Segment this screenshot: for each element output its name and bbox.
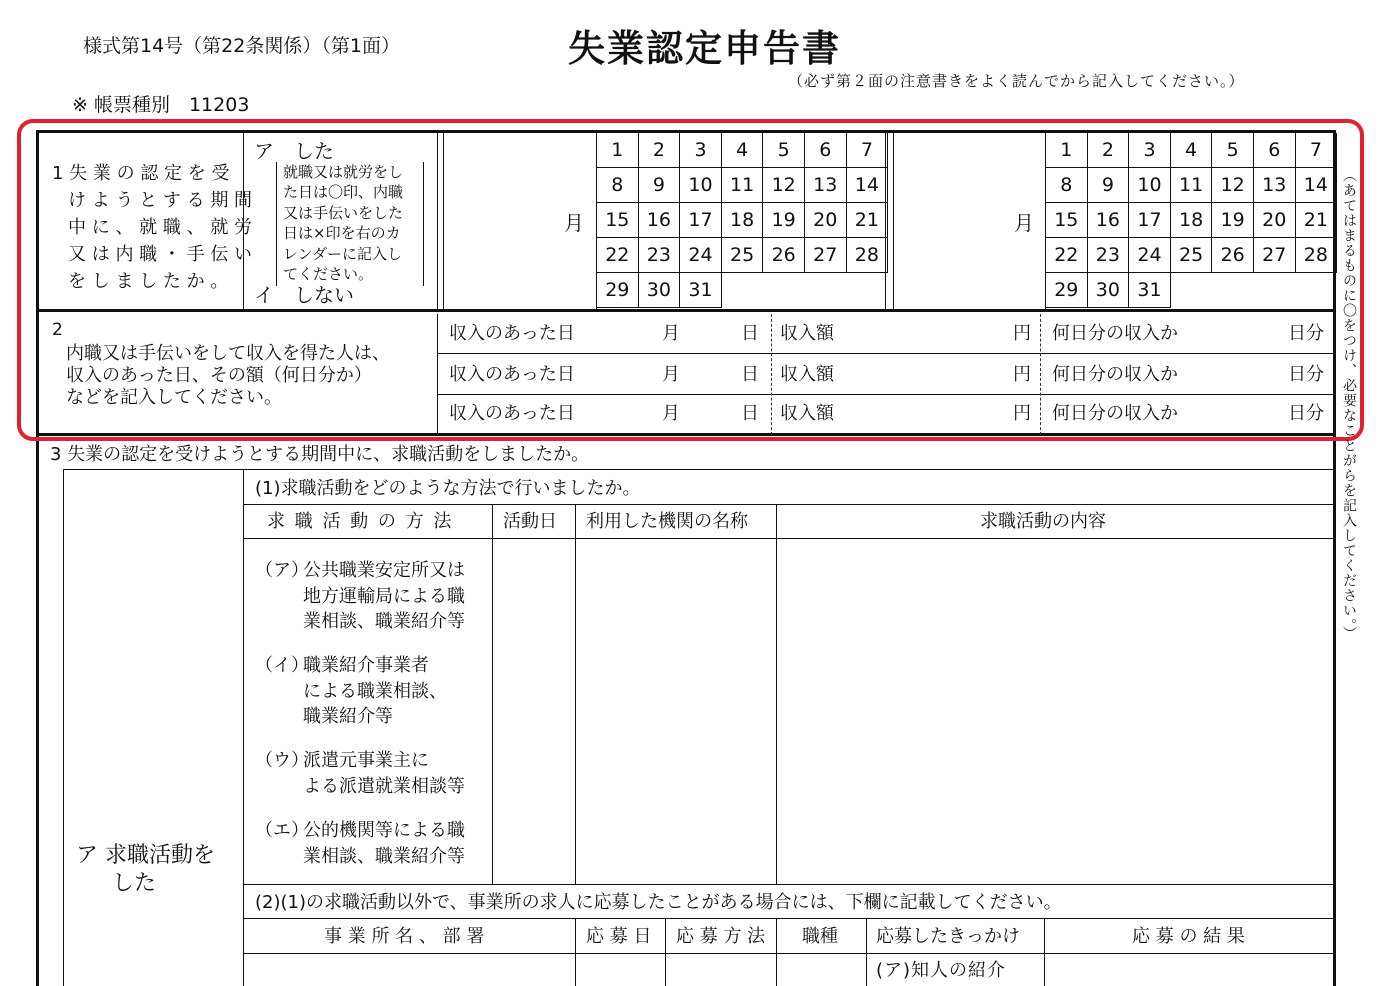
calendar-day-cell[interactable]: 11: [1171, 168, 1213, 203]
income-day-label[interactable]: 日: [741, 364, 759, 385]
method-line: 公共職業安定所又は: [303, 560, 465, 581]
note-line: 又は手伝いをした: [283, 203, 404, 222]
income-yen-label[interactable]: 円: [1013, 323, 1031, 344]
calendar-day-cell[interactable]: 27: [1254, 238, 1296, 273]
income-date-label: 収入のあった日: [449, 364, 575, 385]
divider: [776, 504, 777, 884]
col2-job-header: 職種: [802, 926, 838, 947]
calendar-day-cell[interactable]: 26: [763, 238, 805, 273]
highlight-box: [17, 119, 1364, 441]
calendar-day-cell[interactable]: 22: [1046, 238, 1088, 273]
calendar-day-cell[interactable]: 22: [597, 238, 639, 273]
calendar-day-cell[interactable]: 18: [1171, 203, 1213, 238]
calendar-day-cell[interactable]: 7: [1296, 133, 1338, 168]
subtitle-note: （必ず第２面の注意書きをよく読んでから記入してください。）: [788, 72, 1245, 90]
row-line: [243, 953, 1335, 954]
method-line: 地方運輸局による職: [303, 585, 465, 607]
calendar-day-cell[interactable]: 31: [1129, 273, 1171, 308]
calendar-day-cell[interactable]: 17: [680, 203, 722, 238]
calendar-day-cell[interactable]: 30: [1088, 273, 1130, 308]
q1-line: 又 は 内 職 ・ 手 伝 い: [68, 244, 253, 265]
q3-option-line: した: [112, 871, 157, 896]
calendar-day-cell[interactable]: 10: [1129, 168, 1171, 203]
q2-number: 2: [52, 320, 63, 340]
col-date-header: 活動日: [503, 511, 557, 532]
q3-option-a[interactable]: [76, 842, 215, 898]
q2-line: などを記入してください。: [66, 387, 282, 408]
q1-option-a[interactable]: ア した: [254, 139, 334, 163]
calendar-day-cell[interactable]: 23: [639, 238, 681, 273]
method-item: [255, 558, 465, 653]
method-item: [255, 818, 465, 869]
income-days-question: 何日分の収入か: [1052, 323, 1178, 344]
calendar-day-cell[interactable]: 4: [722, 133, 764, 168]
calendar-day-cell[interactable]: 12: [763, 168, 805, 203]
income-days-unit[interactable]: 日分: [1288, 364, 1324, 385]
q1-option-i[interactable]: イ しない: [254, 283, 354, 307]
q3-option-line: ア 求職活動を: [76, 843, 215, 868]
note-line: レンダーに記入し: [283, 244, 403, 263]
divider: [243, 469, 244, 986]
calendar-day-cell[interactable]: 11: [722, 168, 764, 203]
q3-question: 3 失業の認定を受けようとする期間中に、求職活動をしましたか。: [50, 444, 590, 465]
calendar-day-cell[interactable]: 7: [847, 133, 889, 168]
side-note: （あてはまるものに〇をつけ、必要なことがらを記入してください。）: [1341, 168, 1357, 641]
note-line: 日は×印を右のカ: [283, 224, 401, 243]
q3-sub2: (2)(1)の求職活動以外で、事業所の求人に応募したことがある場合には、下欄に記載してください。: [255, 892, 1062, 913]
income-yen-label[interactable]: 円: [1013, 364, 1031, 385]
calendar-day-cell[interactable]: 14: [1296, 168, 1338, 203]
calendar-day-cell[interactable]: 1: [597, 133, 639, 168]
col2-company-header: 事 業 所 名 、 部 署: [324, 926, 485, 947]
method-line: 職業紹介事業者: [303, 655, 429, 676]
calendar-day-cell[interactable]: 2: [639, 133, 681, 168]
col2-result-header: 応 募 の 結 果: [1132, 926, 1245, 947]
calendar-day-cell[interactable]: 25: [722, 238, 764, 273]
row-line: [243, 884, 1335, 885]
row-line: [243, 504, 1335, 505]
calendar-day-cell[interactable]: 18: [722, 203, 764, 238]
note-line: てください。: [283, 265, 374, 284]
method-label: （エ）: [255, 820, 309, 841]
col-content-header: 求職活動の内容: [980, 511, 1106, 532]
income-days-unit[interactable]: 日分: [1288, 403, 1324, 424]
col2-trigger-header: 応募したきっかけ: [876, 926, 1020, 947]
calendar-day-cell[interactable]: 21: [1296, 203, 1338, 238]
calendar-day-cell[interactable]: 5: [763, 133, 805, 168]
calendar-2-month-label: 月: [1014, 211, 1034, 235]
q1-line: を し ま し た か 。: [68, 271, 229, 292]
q1-line: け よ う と す る 期 間: [68, 190, 253, 211]
divider: [665, 918, 666, 986]
income-month-label[interactable]: 月: [662, 364, 680, 385]
calendar-day-cell[interactable]: 29: [597, 273, 639, 308]
divider: [866, 918, 867, 986]
form-number: 様式第14号（第22条関係）（第1面）: [83, 35, 400, 57]
col-agency-header: 利用した機関の名称: [586, 511, 748, 532]
q2-line: 収入のあった日、その額（何日分か）: [66, 365, 372, 386]
calendar-day-cell[interactable]: 5: [1212, 133, 1254, 168]
method-line: 職業紹介等: [303, 706, 393, 727]
calendar-day-cell[interactable]: 16: [639, 203, 681, 238]
income-yen-label[interactable]: 円: [1013, 403, 1031, 424]
calendar-day-cell[interactable]: 3: [1129, 133, 1171, 168]
income-day-label[interactable]: 日: [741, 323, 759, 344]
calendar-day-cell[interactable]: 16: [1088, 203, 1130, 238]
q2-line: 内職又は手伝いをして収入を得た人は、: [66, 343, 390, 364]
row-line: [243, 538, 1335, 539]
page-title: 失業認定申告書: [568, 27, 841, 70]
calendar-day-cell[interactable]: 26: [1212, 238, 1254, 273]
calendar-day-cell[interactable]: 28: [847, 238, 889, 273]
divider: [776, 918, 777, 986]
calendar-day-cell[interactable]: 15: [597, 203, 639, 238]
col2-date-header: 応 募 日: [586, 926, 652, 947]
calendar-day-cell[interactable]: 24: [1129, 238, 1171, 273]
calendar-day-cell[interactable]: 31: [680, 273, 722, 308]
q3-sub1: (1)求職活動をどのような方法で行いましたか。: [255, 478, 641, 499]
calendar-day-cell[interactable]: 19: [1212, 203, 1254, 238]
income-day-label[interactable]: 日: [741, 403, 759, 424]
income-date-label: 収入のあった日: [449, 323, 575, 344]
calendar-day-cell[interactable]: 12: [1212, 168, 1254, 203]
calendar-day-cell[interactable]: 13: [1254, 168, 1296, 203]
income-date-label: 収入のあった日: [449, 403, 575, 424]
calendar-day-cell[interactable]: 8: [1046, 168, 1088, 203]
calendar-day-cell[interactable]: 6: [1254, 133, 1296, 168]
calendar-day-cell[interactable]: 19: [763, 203, 805, 238]
income-month-label[interactable]: 月: [662, 323, 680, 344]
income-amount-label: 収入額: [780, 323, 834, 344]
calendar-day-cell[interactable]: 20: [1254, 203, 1296, 238]
trigger-option: (ア)知人の紹介: [876, 960, 1007, 981]
col-method-header: 求 職 活 動 の 方 法: [267, 511, 454, 532]
calendar-day-cell[interactable]: 27: [805, 238, 847, 273]
calendar-day-cell[interactable]: 29: [1046, 273, 1088, 308]
method-line: 公的機関等による職: [303, 820, 465, 841]
note-line: 就職又は就労をし: [283, 163, 404, 181]
method-line: 業相談、職業紹介等: [303, 611, 465, 632]
calendar-day-cell[interactable]: 3: [680, 133, 722, 168]
income-amount-label: 収入額: [780, 403, 834, 424]
calendar-day-cell[interactable]: 14: [847, 168, 889, 203]
method-line: よる派遣就業相談等: [303, 775, 465, 797]
note-line: た日は〇印、内職: [283, 183, 404, 202]
income-days-question: 何日分の収入か: [1052, 403, 1178, 424]
income-days-unit[interactable]: 日分: [1288, 323, 1324, 344]
method-line: による職業相談、: [303, 680, 447, 702]
calendar-day-cell[interactable]: 20: [805, 203, 847, 238]
income-amount-label: 収入額: [780, 364, 834, 385]
calendar-day-cell[interactable]: 17: [1129, 203, 1171, 238]
income-month-label[interactable]: 月: [662, 403, 680, 424]
calendar-day-cell[interactable]: 25: [1171, 238, 1213, 273]
method-item: [255, 653, 465, 748]
q1-line: 1 失 業 の 認 定 を 受: [52, 163, 230, 184]
q1-line: 中 に 、 就 職 、 就 労: [68, 217, 253, 238]
calendar-day-cell[interactable]: 10: [680, 168, 722, 203]
method-line: 派遣元事業主に: [303, 750, 429, 771]
calendar-day-cell[interactable]: 9: [639, 168, 681, 203]
calendar-day-cell[interactable]: 6: [805, 133, 847, 168]
calendar-day-cell[interactable]: 4: [1171, 133, 1213, 168]
method-item: [255, 748, 465, 818]
method-label: （ウ）: [255, 750, 309, 771]
method-line: 業相談、職業紹介等: [303, 845, 465, 867]
income-days-question: 何日分の収入か: [1052, 364, 1178, 385]
calendar-day-cell[interactable]: 1: [1046, 133, 1088, 168]
calendar-day-cell[interactable]: 21: [847, 203, 889, 238]
divider: [575, 504, 576, 884]
row-line: [243, 918, 1335, 919]
method-label: （ア）: [255, 560, 309, 581]
form-type: ※ 帳票種別 11203: [72, 94, 250, 116]
divider: [492, 504, 493, 884]
calendar-day-cell[interactable]: 24: [680, 238, 722, 273]
calendar-day-cell[interactable]: 2: [1088, 133, 1130, 168]
calendar-day-cell[interactable]: 28: [1296, 238, 1338, 273]
calendar-day-cell[interactable]: 23: [1088, 238, 1130, 273]
method-label: （イ）: [255, 655, 309, 676]
calendar-1-month-label: 月: [564, 211, 584, 235]
col2-method-header: 応 募 方 法: [676, 926, 766, 947]
calendar-day-cell[interactable]: 8: [597, 168, 639, 203]
method-list: [255, 558, 465, 869]
calendar-day-cell[interactable]: 13: [805, 168, 847, 203]
divider: [1044, 918, 1045, 986]
calendar-day-cell[interactable]: 9: [1088, 168, 1130, 203]
calendar-day-cell[interactable]: 15: [1046, 203, 1088, 238]
calendar-day-cell[interactable]: 30: [639, 273, 681, 308]
divider: [575, 918, 576, 986]
